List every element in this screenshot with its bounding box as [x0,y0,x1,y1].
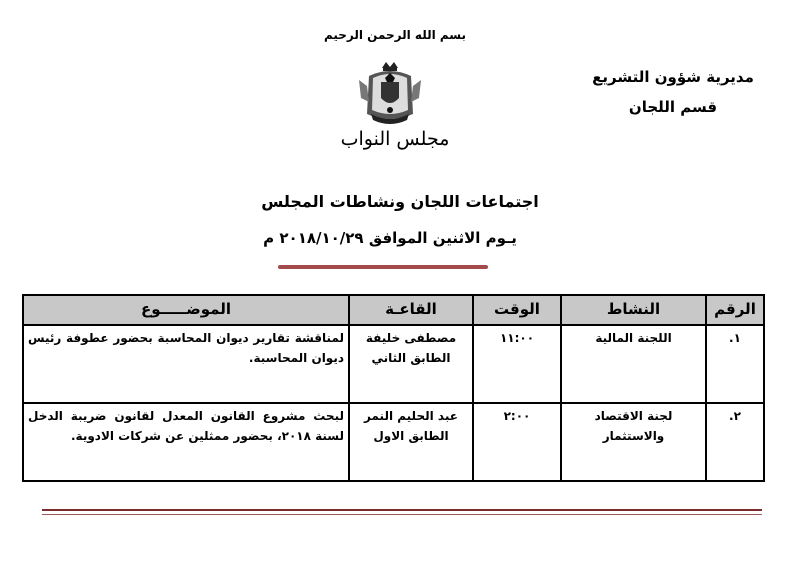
parliament-logo-text: مجلس النواب [340,128,450,150]
department-header [578,62,768,122]
date-line: يـوم الاثنين الموافق ٢٠١٨/١٠/٢٩ م [263,229,517,247]
header-number: الرقم [706,295,764,325]
header-activity: النشاط [561,295,706,325]
footer-divider [42,509,762,511]
row-time: ١١:٠٠ [473,325,561,403]
header-time: الوقت [473,295,561,325]
row-number: ١. [706,325,764,403]
activity-line: والاستثمار [602,429,665,443]
directorate-name: مديرية شؤون التشريع [592,68,754,86]
header-hall: القاعـة [349,295,473,325]
table-row [23,403,764,481]
row-topic: لبحث مشروع القانون المعدل لقانون ضريبة الدخل لسنة ٢٠١٨، بحضور ممثلين عن شركات الادوية. [23,403,349,481]
footer-divider-thin [42,514,762,515]
header-topic: الموضـــــوع [23,295,349,325]
table-header-row [23,295,764,325]
row-number: ٢. [706,403,764,481]
row-activity: اللجنة المالية [561,325,706,403]
hall-name: عبد الحليم النمر [364,409,458,423]
activity-line: لجنة الاقتصاد [594,409,673,423]
page-title: اجتماعات اللجان ونشاطات المجلس [261,192,539,211]
basmala: بسم الله الرحمن الرحيم [323,28,467,42]
row-topic: لمناقشة تقارير ديوان المحاسبة بحضور عطوفة رئيس ديوان المحاسبة. [23,325,349,403]
row-hall [349,403,473,481]
row-hall [349,325,473,403]
hall-floor: الطابق الاول [373,429,449,443]
row-time: ٢:٠٠ [473,403,561,481]
section-name: قسم اللجان [628,98,718,116]
row-activity [561,403,706,481]
hall-floor: الطابق الثاني [371,351,451,365]
title-underline [278,265,488,269]
schedule-table [22,294,765,482]
coat-of-arms-icon [355,58,425,128]
table-row [23,325,764,403]
hall-name: مصطفى خليفة [365,331,457,345]
